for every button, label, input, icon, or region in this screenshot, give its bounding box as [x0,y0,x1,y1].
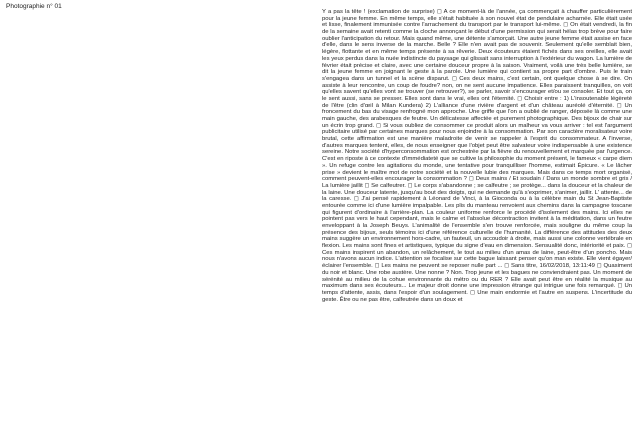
body-paragraph: Y a pas la tête ! (exclamation de surprise) ◻ A ce moment-là de l'année, ça commençait à chauffer particulièrement pour la jeune femme. En même temps, elle s'était habituée à son nouvel état de pendulaire acharnée. Elle était usée et lisse, finalement immunisée contre l'arrachement du transport par le transport lui-même. ◻ On était vendredi, la fin de la semaine avait retenti comme la cloche annonçant le début d'une permission qui serait hélas trop brève pour faire oublier l'anticipation du retour. Mais quand même, une détente s'amorçait. Une autre jeune femme était assise en face d'elle, dans le sens inverse de la marche. Belle ? Elle n'en avait pas de souvenir. Seulement qu'elle semblait bien, légère, flottante et en même temps présente à sa rêverie. Deux écouteurs étaient fichés dans ses oreilles, elle avait les yeux perdus dans la nuée indistincte du paysage qui glissait sans interruption à l'extérieur du wagon. La lumière de février était précise et claire, avec une certaine douceur propre à la saison. Vraiment, voilà une très belle lumière, se dit la jeune femme en joignant le geste à la parole. Une lumière qui contient sa propre part d'ombre. Puis le train s'engagea dans un tunnel et la scène disparut. ◻ Ces deux mains, c'est certain, ont quelque chose à se dire. On assiste à leur rencontre, un coup de foudre? non, on ne sent aucune impatience. Elles paraissent tranquilles, on voit qu'elles savent qu'elles vont se trouver (se retrouver?), se parler, savoir s'encourager et/ou se consoler. Et tout ça, on le sent aussi, sans se presser. Elles sont dans le vrai, elles ont l'éternité. ◻ Choisir entre : 1) L'insoutenable légèreté de l'être (clin d'œil à Milan Kundera) 2) L'alliance d'une rivière d'argent et d'un château auréolé d'éternité. ◻ Un froncement du bas du visage renfrogné mon approche. Une griffe que l'on a oublié de ranger, déposée là comme une main gauche, des arabesques de feutre. Un délicatesse affectée et purement photographique. Des bijoux de chair sur un écrin trop grand. ◻ Si vous oubliez de consommer ce produit alors un malheur va vous arriver : tel est l'argument publicitaire utilisé par certaines marques pour nous enjoindre à la consommation. Par son caractère moralisateur voire brutal, cette affirmation est une manière maladroite de venir se rappeler à l'esprit du consommateur. A l'inverse, d'autres marques tentent, elles, de nous enseigner que l'objet peut être salvateur voire indispensable à une existence sereine. Notre société d'hyperconsommation est orchestrée par la fièvre du renouvellement et marquée par l'urgence. C'est en riposte à ce contexte d'immédiateté que se cultive la philosophie du moment présent, le fameux « carpe diem ». Un refuge contre les agitations du monde, une tentative pour tranquilliser l'homme, estimait Épicure. « Le lâcher prise » devient le maître mot de notre société et la nouvelle lubie des marques. Mais dans ce temps mort organisé, comment peuvent-elles encourager la consommation ? ◻ Deux mains / Et soudain / Dans un monde sombre et gris / La lumière jaillit ◻ Se calfeutrer. ◻ Le corps s'abandonne ; se calfeutre ; se protège... dans la douceur et la chaleur de la laine. Une douceur latente, jusqu'au bout des doigts, qui ne demande qu'à s'exprimer, s'animer, jaillir. L' attente... de la caresse. ◻ J'ai pensé rapidement à Léonard de Vinci, à la Gioconda ou à la célèbre main du St Jean-Baptiste entourée comme ici d'une lumière impalpable. Les plis du manteau renvoient aux chemins dans la campagne toscane qui figurent d'ordinaire à l'arrière-plan. La couleur uniforme renforce le procédé d'isolement des mains. Ici elles ne pointent pas vers le haut cependant, mais le calme et l'absolue décontraction invitent à la méditation, dans un feutre enveloppant à la Joseph Beuys. L'animalité de l'ensemble s'en trouve renforcée, mais souligne du même coup la présence des bijoux, seuls témoins ici d'une référence culturelle de l'humanité. La différence des attitudes des deux mains suggère un environnement hors-cadre, un fauteuil, un accoudoir à droite, mais aussi une colonne vertébrale en flexion. Les mains sont fines et artistiques, typique du signe d'eau en dimension. Sensualité donc, intériorité et paix. ◻ Ces mains inspirent un abandon, un relâchement, le tout au milieu d'un amas de laine, peut-être d'un poncho. Mais nous n'avons aucun indice. L'attention se focalise sur cette bague laissant penser qu'on man existe. Elle vient égayer/éclairer l'ensemble. ◻ Les mains ne peuvent se reposer nulle part ... ◻ Sans titre, 16/02/2018, 13:11:49 ◻ Quasiment du noir et blanc. Une robe austère. Une nonne ? Non. Trop jeune et les bagues ne conviendraient pas. Un moment de sérénité au milieu de la cohue environnante du métro ou du RER ? Elle avait peut être en réalité la musique au maximum dans ses écouteurs... Le majeur droit donne une impression étrange qui intrigue une fois remarqué. ◻ Un temps d'attente, assis, dans l'espoir d'un soulagement. ◻ Une main endormie et l'autre en suspens. L'incertitude du geste. Être ou ne pas être, calfeutrée dans un doux et [322,9,632,303]
document-title: Photographie n° 01 [6,3,62,10]
